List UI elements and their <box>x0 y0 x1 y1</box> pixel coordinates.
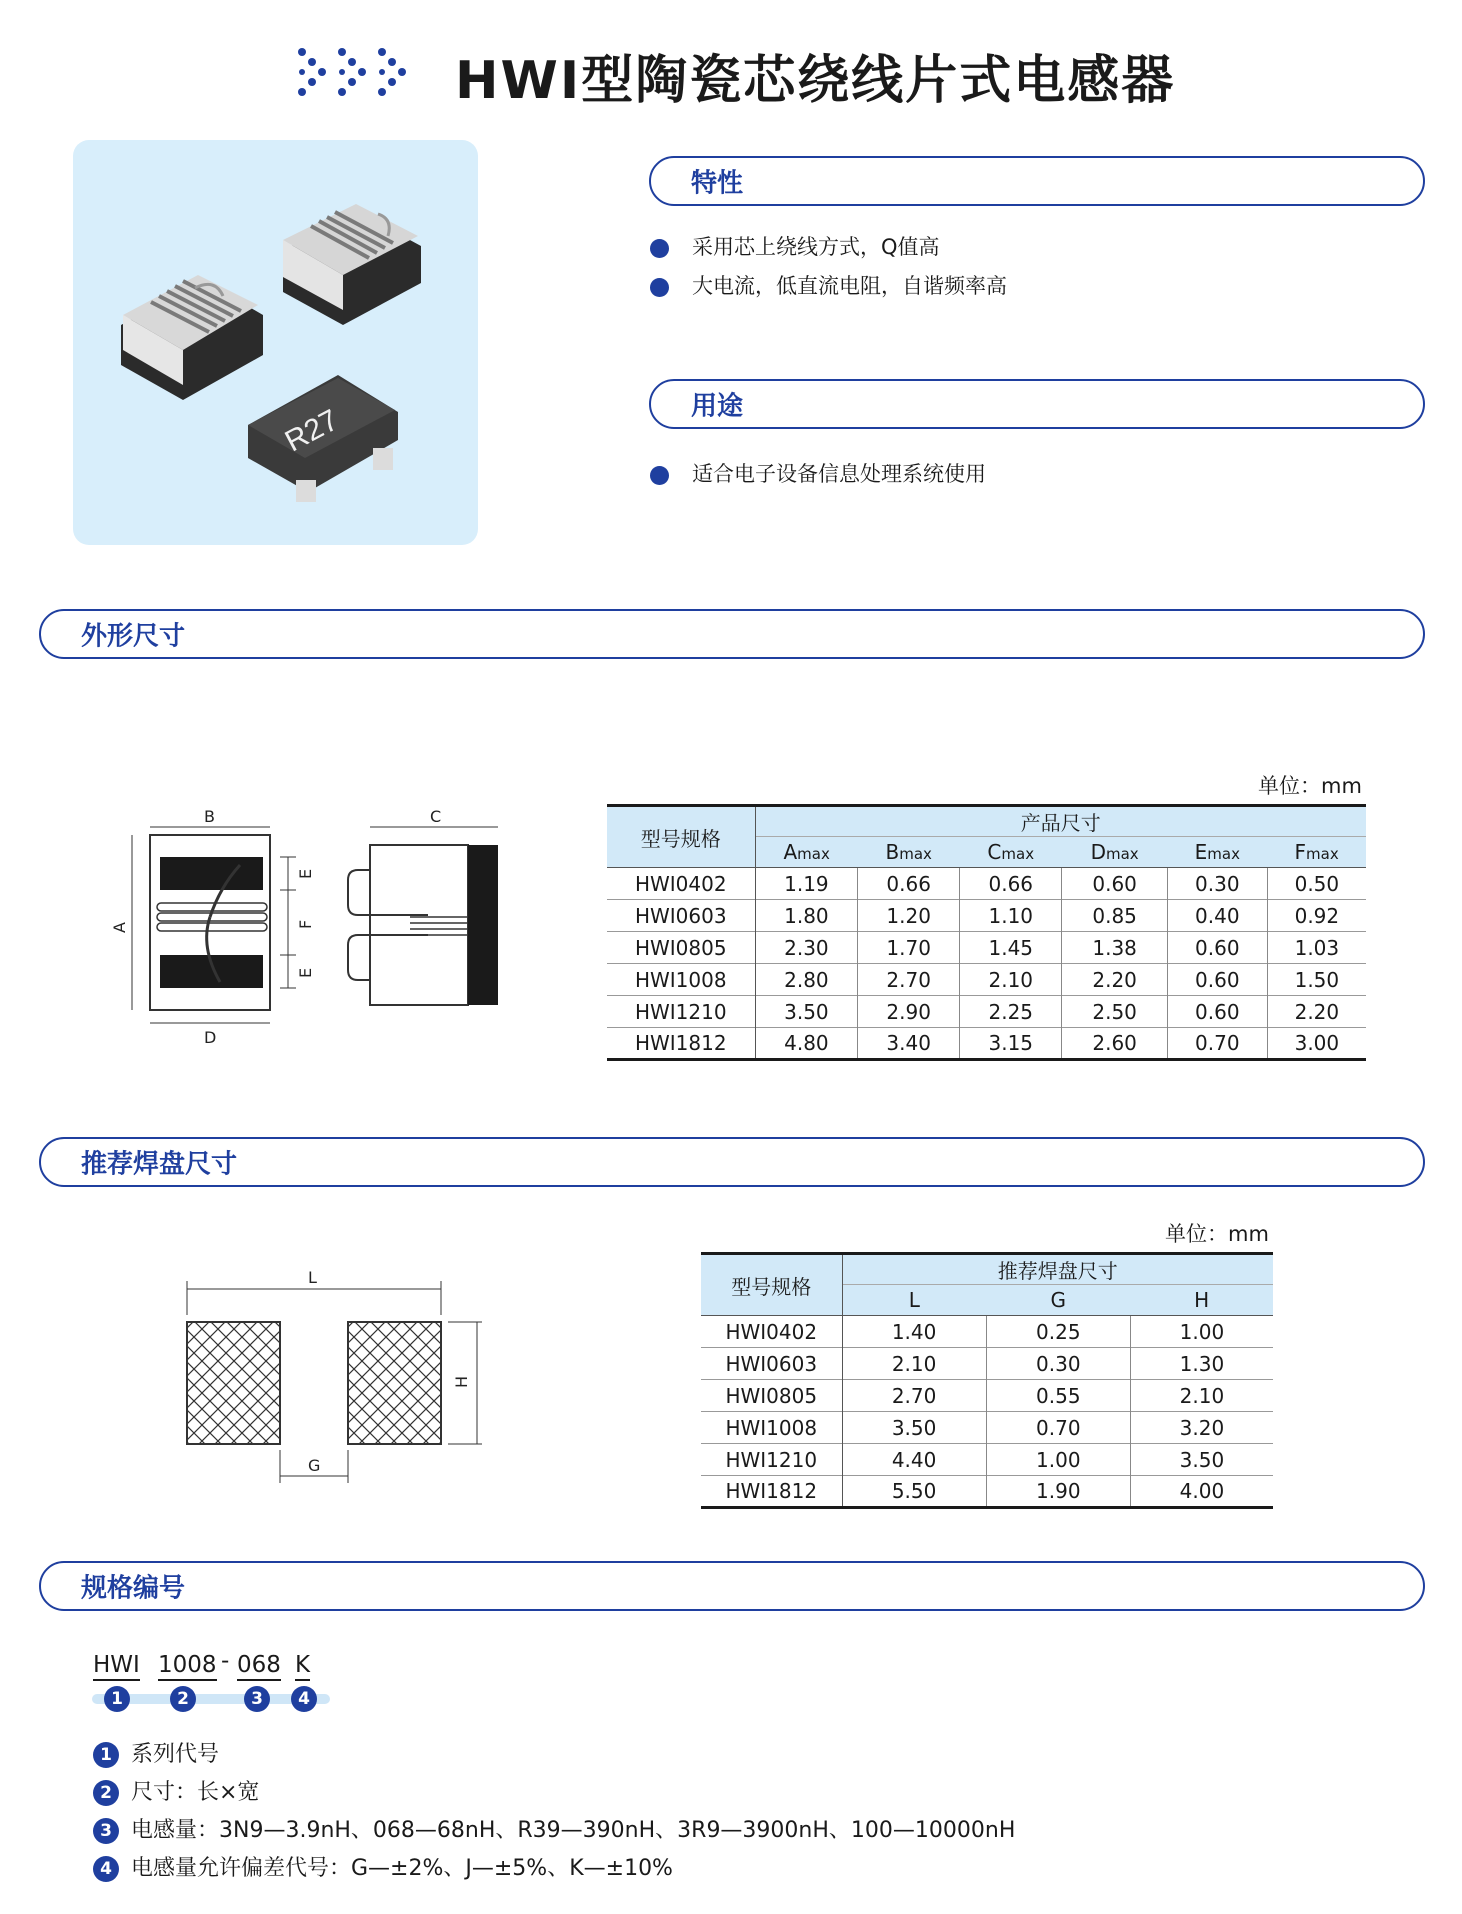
pn-size: 1008 <box>158 1651 217 1681</box>
value-cell: 5.50 <box>842 1476 986 1508</box>
model-cell: HWI1812 <box>607 1028 755 1060</box>
value-cell: 0.85 <box>1062 900 1167 932</box>
group-header: 推荐焊盘尺寸 <box>842 1254 1273 1285</box>
model-cell: HWI0402 <box>701 1316 842 1348</box>
dimensions-table <box>607 804 1366 1061</box>
pn-marker-2: 2 <box>170 1686 196 1712</box>
dim-col-header: Dmax <box>1062 837 1167 868</box>
bullet-icon <box>650 239 669 258</box>
legend-item: 1 系列代号 <box>93 1737 219 1768</box>
value-cell: 2.20 <box>1294 999 1340 1024</box>
model-cell: HWI1210 <box>701 1444 842 1476</box>
logo-arrows-icon <box>298 44 416 98</box>
feature-item: 采用芯上绕线方式，Q值高 <box>650 231 940 261</box>
model-header: 型号规格 <box>607 806 755 868</box>
pn-series: HWI <box>93 1651 140 1681</box>
value-cell: 2.25 <box>960 996 1062 1028</box>
value-cell: 1.10 <box>960 900 1062 932</box>
chip-2 <box>283 204 421 325</box>
model-cell: HWI0805 <box>701 1380 842 1412</box>
legend-item: 3 电感量：3N9—3.9nH、068—68nH、R39—390nH、3R9—3900nH、100—10000nH <box>93 1813 1015 1844</box>
value-cell: 3.50 <box>755 996 858 1028</box>
pad-col-header: H <box>1130 1285 1273 1316</box>
chip-marking: R27 <box>279 403 344 459</box>
label-E-bottom: E <box>296 967 315 978</box>
value-cell: 0.60 <box>1167 932 1267 964</box>
label-L: L <box>308 1268 317 1287</box>
pn-dash: - <box>221 1648 230 1674</box>
pn-marker-4: 4 <box>291 1686 317 1712</box>
value-cell: 0.40 <box>1167 900 1267 932</box>
chip-3-marked <box>248 375 398 502</box>
pn-inductance: 068 <box>237 1651 281 1681</box>
table-row <box>607 964 1366 996</box>
value-cell: 1.80 <box>755 900 858 932</box>
model-cell: HWI1008 <box>701 1412 842 1444</box>
dimensions-heading: 外形尺寸 <box>81 621 186 652</box>
value-cell: 2.50 <box>1062 996 1167 1028</box>
table-row <box>701 1316 1273 1348</box>
bullet-icon <box>650 466 669 485</box>
group-header: 产品尺寸 <box>755 806 1366 837</box>
table-row <box>701 1380 1273 1412</box>
value-cell: 1.45 <box>960 932 1062 964</box>
value-cell: 3.50 <box>1179 1447 1225 1472</box>
label-F: F <box>296 919 315 929</box>
dim-col-header: Cmax <box>960 837 1062 868</box>
pad-drawing <box>170 1265 490 1490</box>
product-photo <box>73 140 478 545</box>
pads-heading: 推荐焊盘尺寸 <box>81 1149 238 1180</box>
pads-table <box>701 1252 1273 1509</box>
label-B: B <box>204 807 215 826</box>
usage-item: 适合电子设备信息处理系统使用 <box>650 458 986 488</box>
features-header <box>649 156 1425 206</box>
value-cell: 2.90 <box>858 996 960 1028</box>
pad-right <box>348 1322 441 1444</box>
value-cell: 0.60 <box>1062 868 1167 900</box>
dimensions-header <box>39 609 1425 659</box>
value-cell: 1.90 <box>986 1476 1130 1508</box>
value-cell: 0.70 <box>1167 1028 1267 1060</box>
dim-col-header: Emax <box>1167 837 1267 868</box>
part-number-heading: 规格编号 <box>81 1573 186 1604</box>
value-cell: 0.30 <box>986 1348 1130 1380</box>
value-cell: 1.00 <box>1179 1319 1225 1344</box>
table-row <box>701 1476 1273 1508</box>
legend-item: 2 尺寸：长×宽 <box>93 1775 259 1806</box>
feature-item: 大电流，低直流电阻，自谐频率高 <box>650 270 1007 300</box>
value-cell: 2.10 <box>842 1348 986 1380</box>
value-cell: 0.60 <box>1167 964 1267 996</box>
usage-header <box>649 379 1425 429</box>
pads-header <box>39 1137 1425 1187</box>
value-cell: 0.50 <box>1294 871 1340 896</box>
pad-col-header: L <box>842 1285 986 1316</box>
pn-tolerance: K <box>295 1651 310 1681</box>
pad-col-header: G <box>986 1285 1130 1316</box>
value-cell: 2.70 <box>842 1380 986 1412</box>
pn-marker-1: 1 <box>104 1686 130 1712</box>
dim-col-header: Fmax <box>1267 837 1366 868</box>
chip-1 <box>121 275 263 400</box>
value-cell: 4.80 <box>755 1028 858 1060</box>
value-cell: 4.00 <box>1179 1479 1225 1503</box>
value-cell: 1.30 <box>1179 1351 1225 1376</box>
value-cell: 1.50 <box>1294 967 1340 992</box>
pad-left <box>187 1322 280 1444</box>
value-cell: 0.66 <box>960 868 1062 900</box>
label-C: C <box>430 807 442 826</box>
table-row <box>607 996 1366 1028</box>
value-cell: 1.40 <box>842 1316 986 1348</box>
value-cell: 1.20 <box>858 900 960 932</box>
bullet-icon <box>650 278 669 297</box>
model-cell: HWI1210 <box>607 996 755 1028</box>
value-cell: 3.20 <box>1179 1415 1225 1440</box>
value-cell: 0.25 <box>986 1316 1130 1348</box>
value-cell: 3.40 <box>858 1028 960 1060</box>
dimensions-unit: 单位：mm <box>1258 774 1362 798</box>
dimension-drawing <box>100 805 520 1055</box>
value-cell: 1.70 <box>858 932 960 964</box>
usage-heading: 用途 <box>691 391 744 422</box>
label-H: H <box>452 1375 471 1388</box>
model-cell: HWI0805 <box>607 932 755 964</box>
value-cell: 3.00 <box>1294 1031 1340 1055</box>
value-cell: 0.60 <box>1167 996 1267 1028</box>
table-row <box>607 932 1366 964</box>
label-G: G <box>308 1456 321 1475</box>
part-number-header <box>39 1561 1425 1611</box>
table-row <box>607 868 1366 900</box>
legend-item: 4 电感量允许偏差代号：G—±2%、J—±5%、K—±10% <box>93 1851 673 1882</box>
value-cell: 4.40 <box>842 1444 986 1476</box>
model-cell: HWI0603 <box>701 1348 842 1380</box>
features-heading: 特性 <box>691 168 744 199</box>
value-cell: 0.55 <box>986 1380 1130 1412</box>
value-cell: 2.10 <box>1179 1383 1225 1408</box>
value-cell: 0.92 <box>1294 903 1340 928</box>
table-row <box>607 900 1366 932</box>
value-cell: 0.66 <box>858 868 960 900</box>
value-cell: 2.10 <box>960 964 1062 996</box>
value-cell: 3.15 <box>960 1028 1062 1060</box>
value-cell: 1.38 <box>1062 932 1167 964</box>
value-cell: 2.30 <box>755 932 858 964</box>
value-cell: 1.00 <box>986 1444 1130 1476</box>
value-cell: 2.70 <box>858 964 960 996</box>
dim-col-header: Bmax <box>858 837 960 868</box>
model-cell: HWI0603 <box>607 900 755 932</box>
value-cell: 3.50 <box>842 1412 986 1444</box>
label-D: D <box>204 1028 217 1047</box>
inductor-photo-illustration <box>73 140 478 545</box>
value-cell: 2.80 <box>755 964 858 996</box>
pn-marker-3: 3 <box>244 1686 270 1712</box>
table-row <box>607 1028 1366 1060</box>
value-cell: 0.70 <box>986 1412 1130 1444</box>
value-cell: 1.19 <box>755 868 858 900</box>
table-row <box>701 1444 1273 1476</box>
label-A: A <box>110 922 129 933</box>
value-cell: 2.20 <box>1062 964 1167 996</box>
model-cell: HWI1812 <box>701 1476 842 1508</box>
page-title: HWI型陶瓷芯绕线片式电感器 <box>455 51 1176 111</box>
value-cell: 0.30 <box>1167 868 1267 900</box>
table-row <box>701 1348 1273 1380</box>
model-cell: HWI0402 <box>607 868 755 900</box>
table-row <box>701 1412 1273 1444</box>
value-cell: 2.60 <box>1062 1028 1167 1060</box>
value-cell: 1.03 <box>1294 935 1340 960</box>
model-cell: HWI1008 <box>607 964 755 996</box>
label-E-top: E <box>296 868 315 879</box>
dim-col-header: Amax <box>755 837 858 868</box>
model-header: 型号规格 <box>701 1254 842 1316</box>
pads-unit: 单位：mm <box>1165 1222 1269 1246</box>
